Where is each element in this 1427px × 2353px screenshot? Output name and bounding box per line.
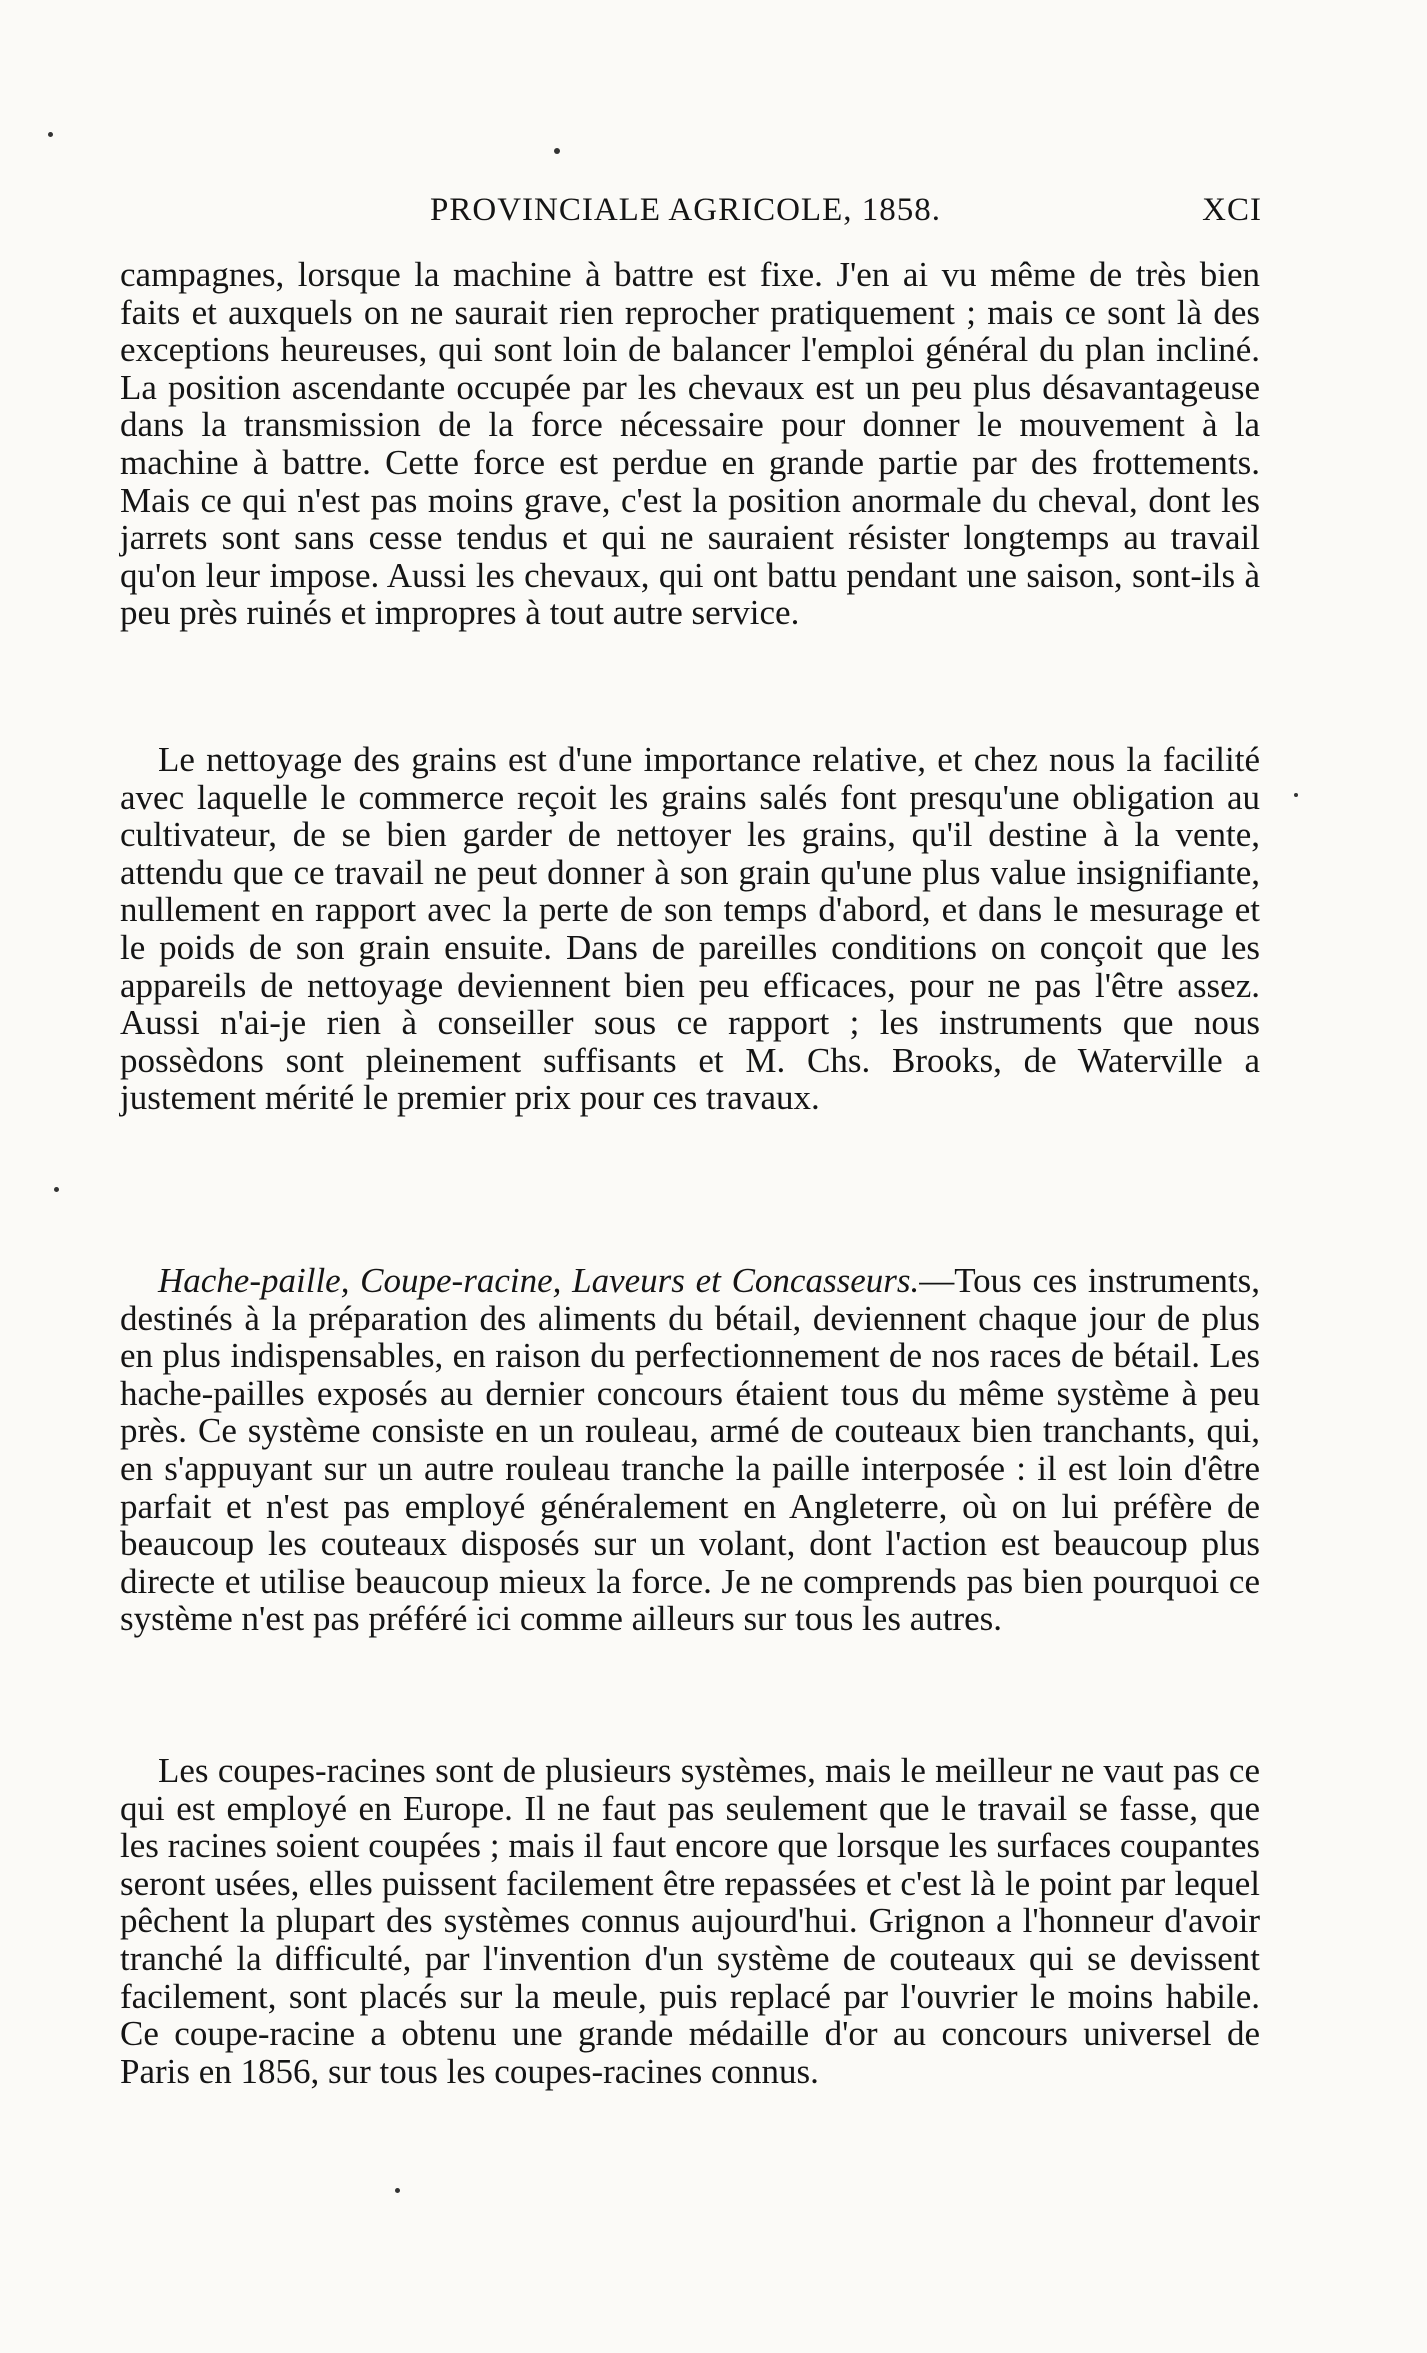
- paragraph-3: [120, 1262, 1260, 1638]
- scan-speck: [54, 1187, 59, 1192]
- scan-speck: [48, 132, 53, 137]
- paragraph-3-text: —Tous ces instruments, destinés à la préparation des aliments du bétail, deviennent chaque jour de plus en plus indispensables, en raison du perfectionnement de nos races de bétail. Les hache-pailles exposés au dernier concours étaient tous du même système à peu près. Ce système consiste en un rouleau, armé de couteaux bien tranchants, qui, en s'appuyant sur un autre rouleau tranche la paille interposée : il est loin d'être parfait et n'est pas employé généralement en Angleterre, où on lui préfère de beaucoup les couteaux disposés sur un volant, dont l'action est beaucoup plus directe et utilise beaucoup mieux la force. Je ne comprends pas bien pourquoi ce système n'est pas préféré ici comme ailleurs sur tous les autres.: [120, 1261, 1261, 1639]
- paragraph-1: [120, 256, 1260, 632]
- scan-speck: [1294, 793, 1298, 797]
- scan-speck: [395, 2188, 400, 2193]
- paragraph-4: [120, 1752, 1260, 2090]
- running-title: PROVINCIALE AGRICOLE, 1858.: [430, 192, 941, 228]
- section-heading: Hache-paille, Coupe-racine, Laveurs et Concasseurs.: [158, 1261, 920, 1300]
- scan-speck: [554, 148, 560, 154]
- paragraph-3-body: [120, 1262, 1260, 1638]
- paragraph-4-text: Les coupes-racines sont de plusieurs systèmes, mais le meilleur ne vaut pas ce qui est employé en Europe. Il ne faut pas seulement que le travail se fasse, que les racines soient coupées ; mais il faut encore que lorsque les surfaces coupantes seront usées, elles puissent facilement être repassées et c'est là le point par lequel pêchent la plupart des systèmes connus aujourd'hui. Grignon a l'honneur d'avoir tranché la difficulté, par l'invention d'un système de couteaux qui se devissent facilement, sont placés sur la meule, puis replacé par l'ouvrier le moins habile. Ce coupe-racine a obtenu une grande médaille d'or au concours universel de Paris en 1856, sur tous les coupes-racines connus.: [120, 1751, 1260, 2091]
- running-header: [430, 192, 1262, 242]
- paragraph-2: [120, 741, 1260, 1117]
- page-number: XCI: [1202, 192, 1262, 228]
- paragraph-2-text: Le nettoyage des grains est d'une importance relative, et chez nous la facilité avec laquelle le commerce reçoit les grains salés font presqu'une obligation au cultivateur, de se bien garder de nettoyer les grains, qu'il destine à la vente, attendu que ce travail ne peut donner à son grain qu'une plus value insignifiante, nullement en rapport avec la perte de son temps d'abord, et dans le mesurage et le poids de son grain ensuite. Dans de pareilles conditions on conçoit que les appareils de nettoyage deviennent bien peu efficaces, pour ne pas l'être assez. Aussi n'ai-je rien à conseiller sous ce rapport ; les instruments que nous possèdons sont pleinement suffisants et M. Chs. Brooks, de Waterville a justement mérité le premier prix pour ces travaux.: [120, 740, 1260, 1118]
- paragraph-1-text: campagnes, lorsque la machine à battre est fixe. J'en ai vu même de très bien faits et auxquels on ne saurait rien reprocher pratiquement ; mais ce sont là des exceptions heureuses, qui sont loin de balancer l'emploi général du plan incliné. La position ascendante occupée par les chevaux est un peu plus désavantageuse dans la transmission de la force nécessaire pour donner le mouvement à la machine à battre. Cette force est perdue en grande partie par des frottements. Mais ce qui n'est pas moins grave, c'est la position anormale du cheval, dont les jarrets sont sans cesse tendus et qui ne sauraient résister longtemps au travail qu'on leur impose. Aussi les chevaux, qui ont battu pendant une saison, sont-ils à peu près ruinés et impropres à tout autre service.: [120, 255, 1260, 633]
